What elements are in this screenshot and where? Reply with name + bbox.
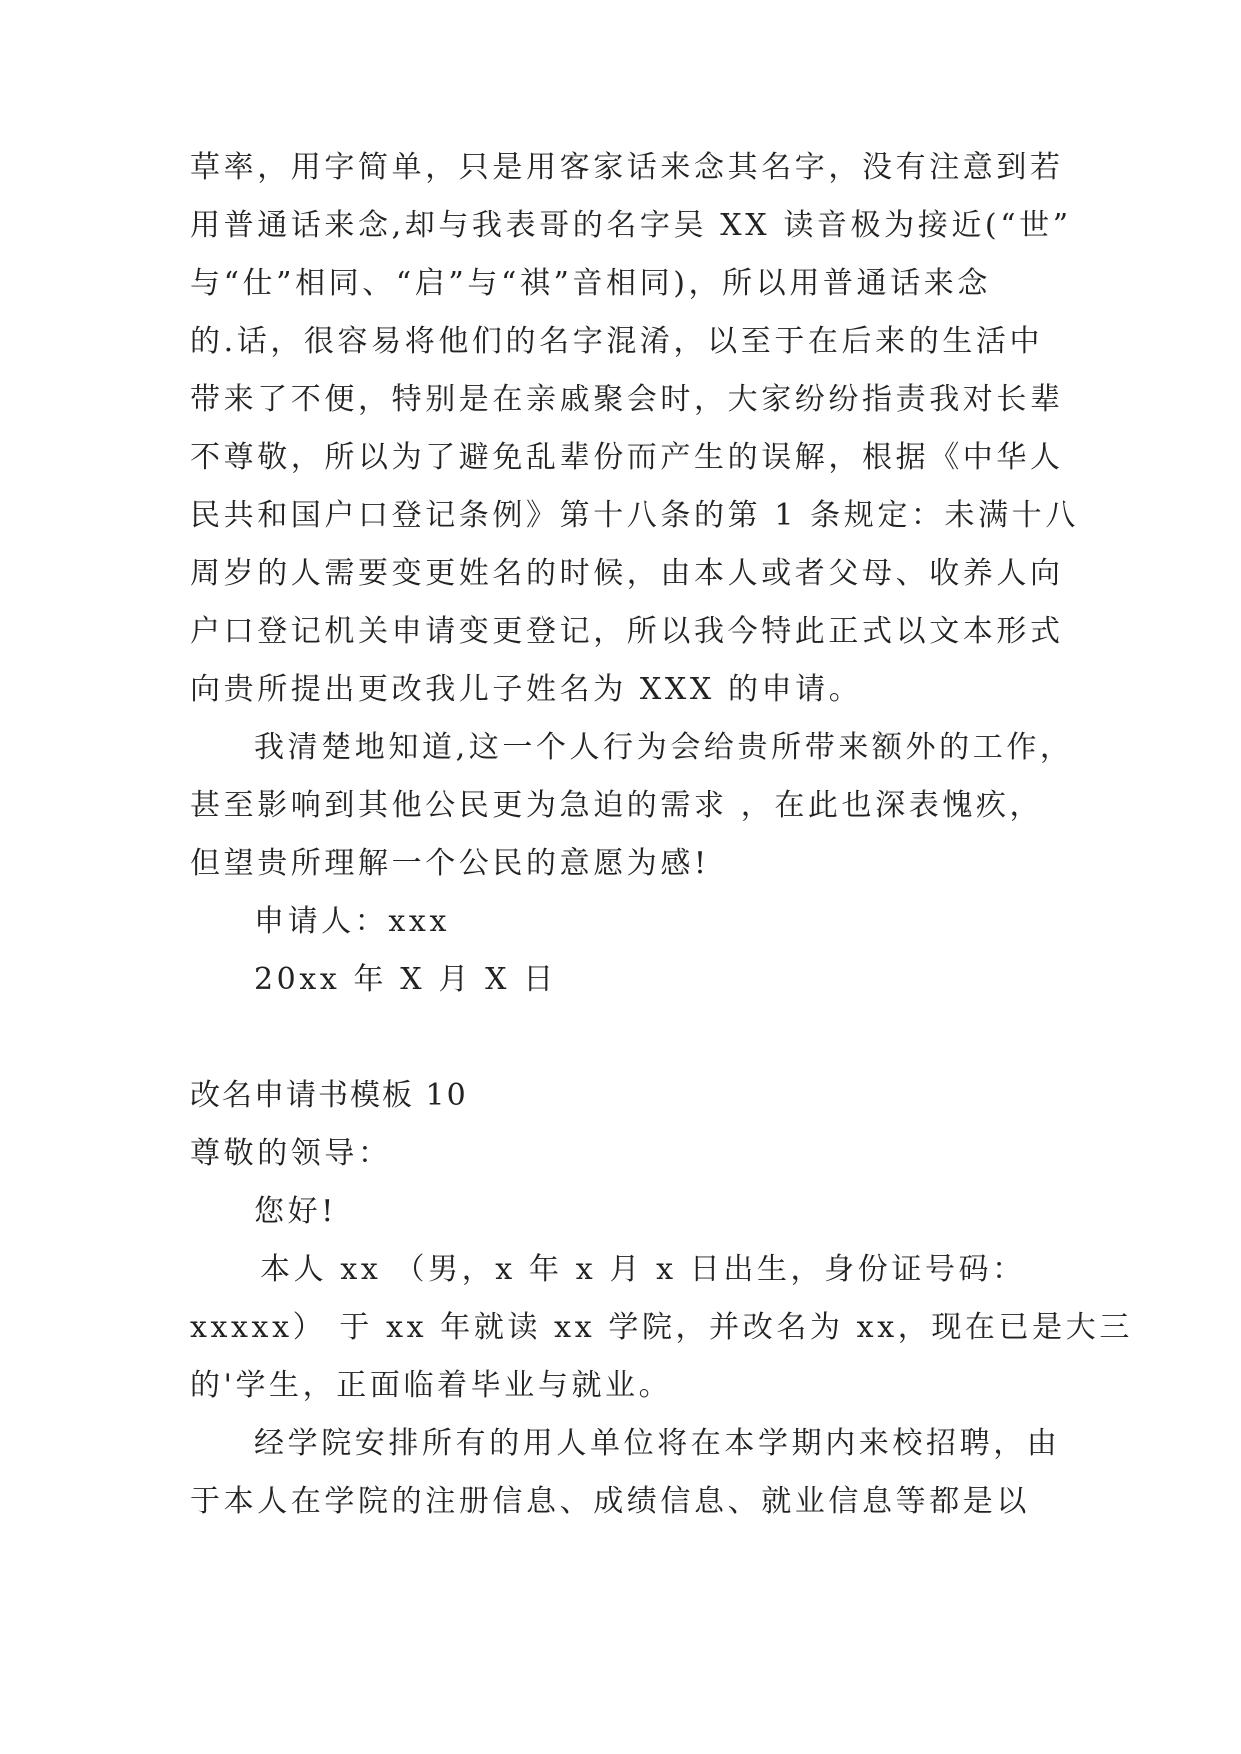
paragraph-line: 于本人在学院的注册信息、成绩信息、就业信息等都是以 xyxy=(190,1484,1030,1519)
application-date: 20xx 年 X 月 X 日 xyxy=(254,962,557,997)
paragraph-line: 本人 xx （男，x 年 x 月 x 日出生，身份证号码： xyxy=(260,1252,1026,1287)
paragraph-line: 不尊敬，所以为了避免乱辈份而产生的误解，根据《中华人 xyxy=(190,440,1064,475)
paragraph-line: 的.话，很容易将他们的名字混淆，以至于在后来的生活中 xyxy=(190,324,1044,359)
paragraph-line: 我清楚地知道,这一个人行为会给贵所带来额外的工作， xyxy=(254,730,1074,765)
paragraph-line: 草率，用字简单，只是用客家话来念其名字，没有注意到若 xyxy=(190,150,1064,185)
paragraph-line: xxxxx） 于 xx 年就读 xx 学院，并改名为 xx，现在已是大三 xyxy=(190,1310,1133,1345)
paragraph-line: 但望贵所理解一个公民的意愿为感! xyxy=(190,846,710,881)
paragraph-line: 甚至影响到其他公民更为急迫的需求 ，在此也深表愧疚， xyxy=(190,788,1044,823)
applicant-signature: 申请人：xxx xyxy=(254,904,450,939)
paragraph-line: 经学院安排所有的用人单位将在本学期内来校招聘，由 xyxy=(254,1426,1061,1461)
salutation: 尊敬的领导： xyxy=(190,1136,392,1171)
paragraph-line: 带来了不便，特别是在亲戚聚会时，大家纷纷指责我对长辈 xyxy=(190,382,1064,417)
paragraph-line: 向贵所提出更改我儿子姓名为 XXX 的申请。 xyxy=(190,672,863,707)
paragraph-line: 的'学生，正面临着毕业与就业。 xyxy=(190,1368,673,1403)
paragraph-line: 民共和国户口登记条例》第十八条的第 1 条规定：未满十八 xyxy=(190,498,1079,533)
paragraph-line: 周岁的人需要变更姓名的时候，由本人或者父母、收养人向 xyxy=(190,556,1064,591)
paragraph-line: 户口登记机关申请变更登记，所以我今特此正式以文本形式 xyxy=(190,614,1064,649)
paragraph-line: 用普通话来念,却与我表哥的名字吴 XX 读音极为接近(“世” xyxy=(190,208,1072,243)
paragraph-line: 与“仕”相同、“启”与“祺”音相同)，所以用普通话来念 xyxy=(190,266,991,301)
greeting: 您好! xyxy=(254,1194,337,1229)
section-title: 改名申请书模板 10 xyxy=(190,1078,468,1113)
